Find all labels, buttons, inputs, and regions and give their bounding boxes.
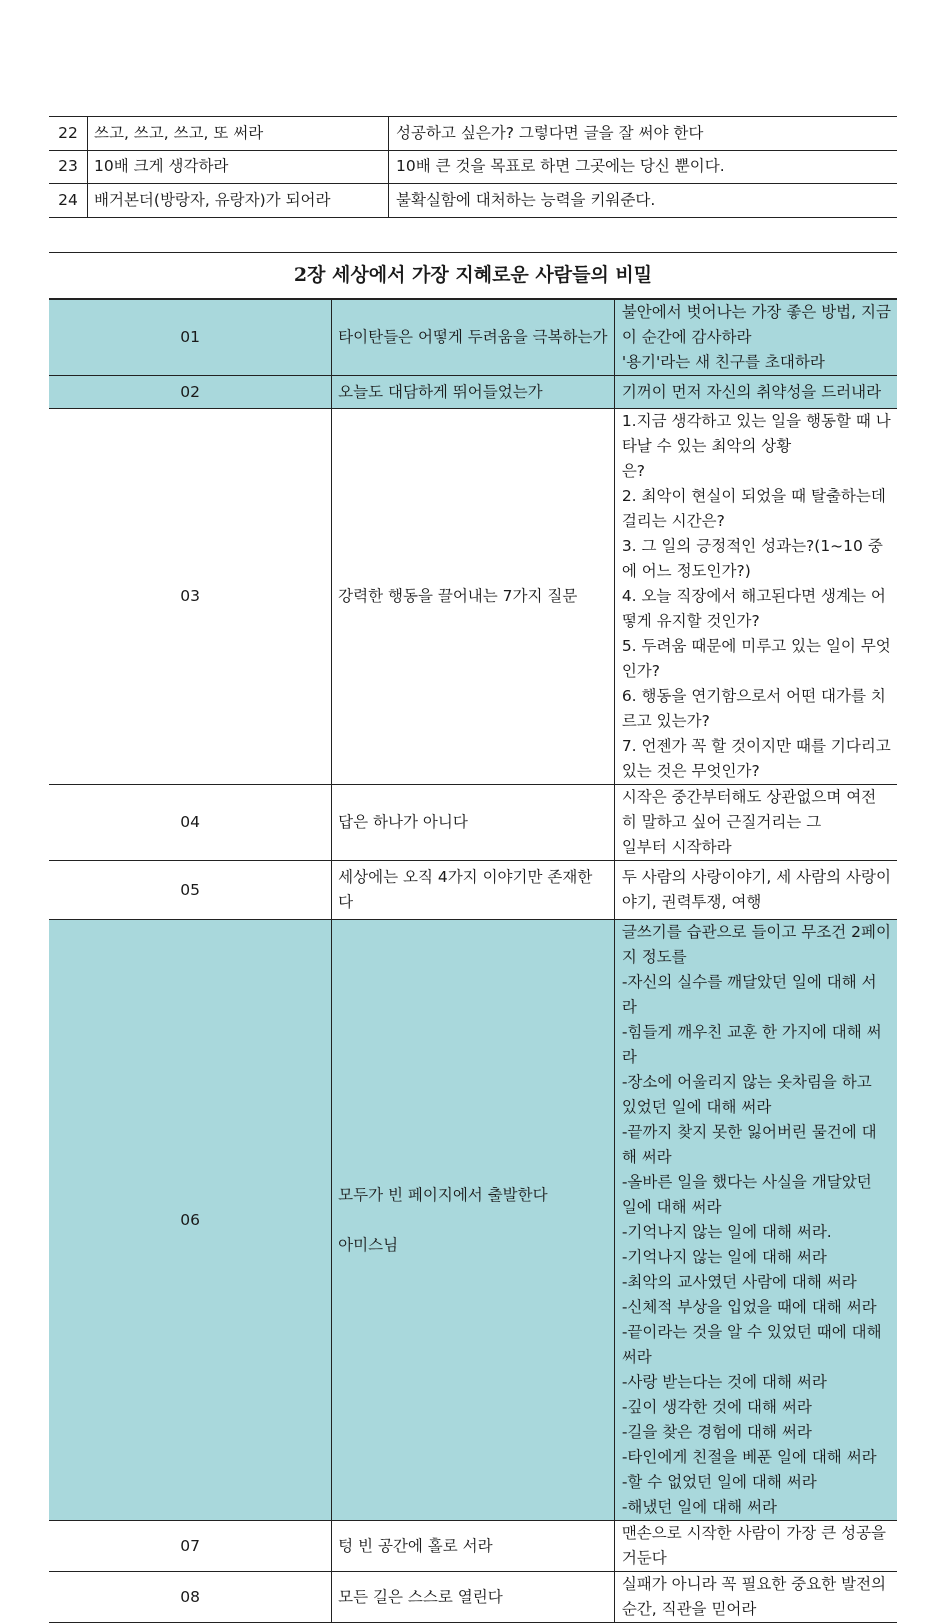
item-summary-line: -할 수 없었던 일에 대해 써라 — [621, 1473, 817, 1491]
table-row — [49, 861, 897, 920]
item-title — [332, 299, 615, 376]
item-summary-line: 4. 오늘 직장에서 해고된다면 생계는 어떻게 유지할 것인가? — [621, 587, 886, 630]
item-summary-line: -해냈던 일에 대해 써라 — [621, 1498, 777, 1516]
item-title — [332, 376, 615, 409]
item-number: 22 — [49, 117, 88, 151]
table-row — [49, 1521, 897, 1572]
item-summary-line: -타인에게 친절을 베푼 일에 대해 써라 — [621, 1448, 877, 1466]
item-summary-line: 글쓰기를 습관으로 들이고 무조건 2페이지 정도를 — [621, 923, 891, 966]
item-title — [332, 861, 615, 920]
item-summary-line: 시작은 중간부터해도 상관없으며 여전히 말하고 싶어 근질거리는 그 — [621, 788, 877, 831]
item-number: 23 — [49, 150, 88, 184]
item-summary-line: -자신의 실수를 깨달았던 일에 대해 서라 — [621, 973, 877, 1016]
item-summary-line: '용기'라는 새 친구를 초대하라 — [621, 353, 825, 371]
chapter-title-row — [49, 253, 897, 300]
item-number: 08 — [49, 1572, 332, 1623]
item-summary-line: 은? — [621, 462, 646, 480]
item-number: 02 — [49, 376, 332, 409]
item-summary-line: -끝이라는 것을 알 수 있었던 때에 대해 써라 — [621, 1323, 882, 1366]
item-summary — [614, 785, 897, 861]
item-summary-line: -올바른 일을 했다는 사실을 개달았던 일에 대해 써라 — [621, 1173, 872, 1216]
previous-chapter-table — [49, 116, 897, 218]
item-title — [332, 1521, 615, 1572]
item-summary — [614, 1521, 897, 1572]
item-number: 01 — [49, 299, 332, 376]
item-number: 07 — [49, 1521, 332, 1572]
item-summary — [614, 299, 897, 376]
table-row — [49, 299, 897, 376]
item-summary-line: 맨손으로 시작한 사람이 가장 큰 성공을 거둔다 — [621, 1524, 887, 1567]
item-number: 03 — [49, 409, 332, 785]
item-title-line: 오늘도 대담하게 뛰어들었는가 — [338, 382, 543, 401]
item-summary-line: -신체적 부상을 입었을 때에 대해 써라 — [621, 1298, 877, 1316]
item-title: 쓰고, 쓰고, 쓰고, 또 써라 — [88, 117, 389, 151]
item-number: 05 — [49, 861, 332, 920]
item-summary: 10배 큰 것을 목표로 하면 그곳에는 당신 뿐이다. — [389, 150, 898, 184]
item-number: 06 — [49, 920, 332, 1521]
item-title: 배거본더(방랑자, 유랑자)가 되어라 — [88, 184, 389, 218]
table-row — [49, 376, 897, 409]
item-summary-line: -최악의 교사였던 사람에 대해 써라 — [621, 1273, 857, 1291]
item-summary — [614, 861, 897, 920]
table-row — [49, 1572, 897, 1623]
item-title-line: 타이탄들은 어떻게 두려움을 극복하는가 — [338, 328, 608, 346]
item-summary-line: -기억나지 않는 일에 대해 써라 — [621, 1248, 827, 1266]
item-title: 10배 크게 생각하라 — [88, 150, 389, 184]
item-summary-line: 실패가 아니라 꼭 필요한 중요한 발전의 순간, 직관을 믿어라 — [621, 1575, 887, 1618]
table-row — [49, 184, 897, 218]
item-summary-line: 기꺼이 먼저 자신의 취약성을 드러내라 — [621, 382, 882, 401]
item-summary-line: 2. 최악이 현실이 되었을 때 탈출하는데 걸리는 시간은? — [621, 487, 886, 530]
item-summary — [614, 376, 897, 409]
item-summary-line: 7. 언젠가 꼭 할 것이지만 때를 기다리고 있는 것은 무엇인가? — [621, 737, 891, 780]
item-summary-line: 일부터 시작하라 — [621, 838, 732, 856]
item-summary-line: 6. 행동을 연기함으로서 어떤 대가를 치르고 있는가? — [621, 687, 886, 730]
item-title — [332, 409, 615, 785]
item-summary-line: 5. 두려움 때문에 미루고 있는 일이 무엇인가? — [621, 637, 891, 680]
chapter-2-table — [49, 252, 897, 1623]
item-number: 04 — [49, 785, 332, 861]
item-summary — [614, 920, 897, 1521]
item-summary-line: -끝까지 찾지 못한 잃어버린 물건에 대해 써라 — [621, 1123, 877, 1166]
item-title-line: 다 — [338, 893, 354, 911]
item-title — [332, 920, 615, 1521]
item-summary-line: -깊이 생각한 것에 대해 써라 — [621, 1398, 812, 1416]
item-summary — [614, 409, 897, 785]
chapter-title: 2장 세상에서 가장 지혜로운 사람들의 비밀 — [49, 253, 897, 300]
table-row — [49, 920, 897, 1521]
item-summary — [614, 1572, 897, 1623]
item-title-line: 아미스님 — [338, 1235, 399, 1254]
item-summary-line: 두 사람의 사랑이야기, 세 사람의 사랑이야기, 권력투쟁, 여행 — [621, 868, 891, 911]
item-title-line: 모두가 빈 페이지에서 출발한다 — [338, 1185, 548, 1204]
item-summary-line: -기억나지 않는 일에 대해 써라. — [621, 1223, 832, 1241]
item-title — [332, 785, 615, 861]
item-title-line: 세상에는 오직 4가지 이야기만 존재한 — [338, 868, 593, 886]
item-summary-line: 1.지금 생각하고 있는 일을 행동할 때 나타날 수 있는 최악의 상황 — [621, 412, 891, 455]
item-summary-line: -사랑 받는다는 것에 대해 써라 — [621, 1373, 827, 1391]
item-title-line: 강력한 행동을 끌어내는 7가지 질문 — [338, 587, 578, 605]
item-title-line: 모든 길은 스스로 열린다 — [338, 1587, 503, 1606]
item-summary: 불확실함에 대처하는 능력을 키워준다. — [389, 184, 898, 218]
item-summary: 성공하고 싶은가? 그렇다면 글을 잘 써야 한다 — [389, 117, 898, 151]
item-number: 24 — [49, 184, 88, 218]
table-row — [49, 785, 897, 861]
item-summary-line: 불안에서 벗어나는 가장 좋은 방법, 지금 이 순간에 감사하라 — [621, 303, 891, 346]
table-row — [49, 150, 897, 184]
item-summary-line: 3. 그 일의 긍정적인 성과는?(1~10 중에 어느 정도인가?) — [621, 537, 883, 580]
item-summary-line: -힘들게 깨우친 교훈 한 가지에 대해 써라 — [621, 1023, 882, 1066]
item-title-line: 텅 빈 공간에 홀로 서라 — [338, 1536, 493, 1555]
item-summary-line: -장소에 어울리지 않는 옷차림을 하고 있었던 일에 대해 써라 — [621, 1073, 872, 1116]
item-summary-line: -길을 찾은 경험에 대해 써라 — [621, 1423, 812, 1441]
item-title-line: 답은 하나가 아니다 — [338, 813, 468, 831]
table-row — [49, 117, 897, 151]
item-title-line — [338, 1208, 608, 1233]
item-title — [332, 1572, 615, 1623]
table-row — [49, 409, 897, 785]
